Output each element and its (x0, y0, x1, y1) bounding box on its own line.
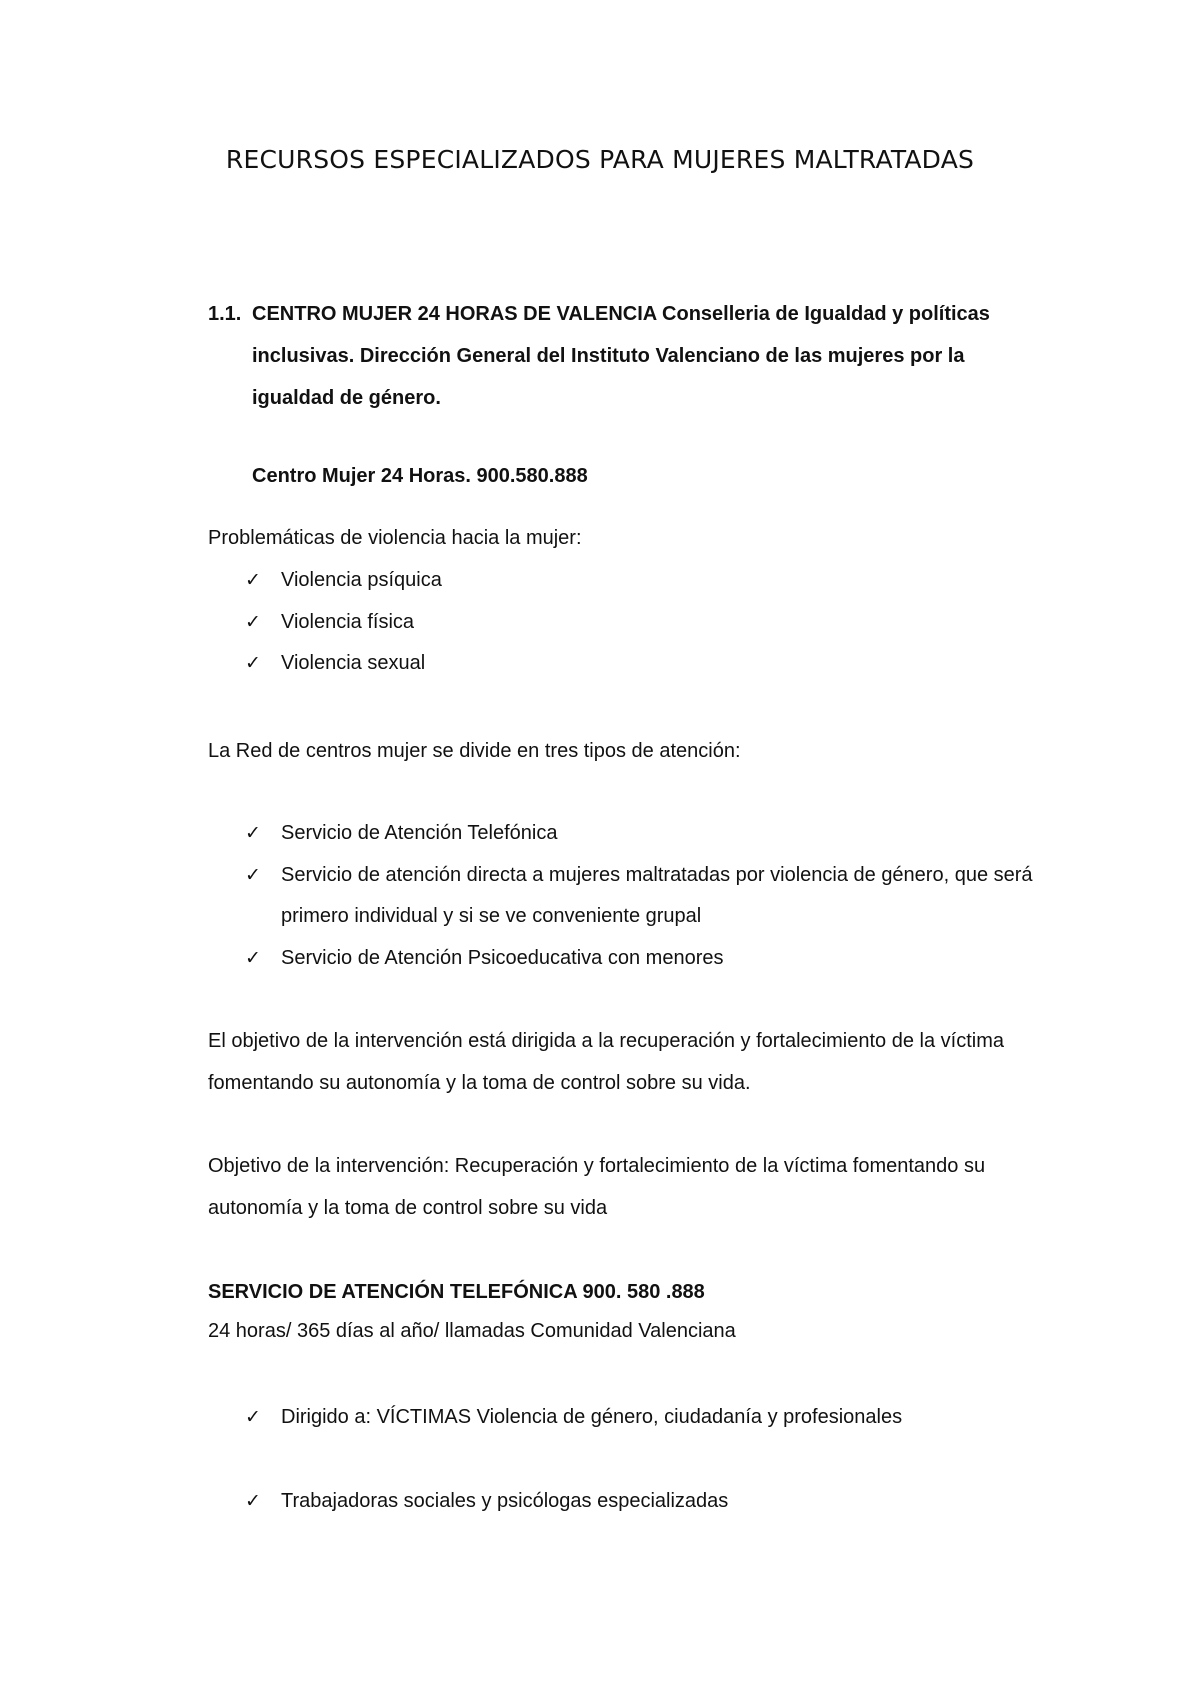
problematicas-intro: Problemáticas de violencia hacia la mujer: (208, 527, 582, 549)
checkmark-icon: ✓ (245, 1490, 261, 1512)
objetivo-paragraph-1-line-2: fomentando su autonomía y la toma de control sobre su vida. (208, 1072, 751, 1094)
checkmark-icon: ✓ (245, 947, 261, 969)
section-heading (252, 293, 1008, 419)
list-item-label: Violencia sexual (281, 652, 426, 674)
objetivo-paragraph-1-line-1: El objetivo de la intervención está dirigida a la recuperación y fortalecimiento de la víctima (208, 1030, 1004, 1052)
section-heading-line-2: inclusivas. Dirección General del Instituto Valenciano de las mujeres por la (252, 345, 965, 367)
list-item-label: Servicio de Atención Psicoeducativa con menores (281, 947, 724, 969)
checkmark-icon: ✓ (245, 611, 261, 633)
checkmark-icon: ✓ (245, 864, 261, 886)
list-item-label: Violencia psíquica (281, 569, 442, 591)
list-item-label: Servicio de Atención Telefónica (281, 822, 558, 844)
checkmark-icon: ✓ (245, 569, 261, 591)
section-heading-line-3: igualdad de género. (252, 387, 441, 409)
page-title: RECURSOS ESPECIALIZADOS PARA MUJERES MALTRATADAS (225, 145, 975, 174)
list-item-label: Dirigido a: VÍCTIMAS Violencia de género, ciudadanía y profesionales (281, 1406, 903, 1428)
list-item-label: Servicio de atención directa a mujeres maltratadas por violencia de género, que será (281, 864, 1033, 886)
objetivo-paragraph-2-line-1: Objetivo de la intervención: Recuperación y fortalecimiento de la víctima fomentando su (208, 1155, 986, 1177)
checkmark-icon: ✓ (245, 1406, 261, 1428)
section-1-1 (208, 293, 1008, 419)
section-heading-line-1: CENTRO MUJER 24 HORAS DE VALENCIA Conselleria de Igualdad y políticas (252, 303, 990, 325)
servicio-subline: 24 horas/ 365 días al año/ llamadas Comunidad Valenciana (208, 1320, 736, 1342)
objetivo-paragraph-2-line-2: autonomía y la toma de control sobre su vida (208, 1197, 608, 1219)
checkmark-icon: ✓ (245, 822, 261, 844)
list-item-label: Trabajadoras sociales y psicólogas especializadas (281, 1490, 729, 1512)
section-number: 1.1. (208, 303, 242, 325)
list-item-label: Violencia física (281, 611, 415, 633)
red-intro: La Red de centros mujer se divide en tres tipos de atención: (208, 740, 741, 762)
list-item-label-continued: primero individual y si se ve conveniente grupal (281, 905, 702, 927)
servicio-heading: SERVICIO DE ATENCIÓN TELEFÓNICA 900. 580 .888 (208, 1281, 705, 1303)
phone-line: Centro Mujer 24 Horas. 900.580.888 (252, 465, 588, 487)
checkmark-icon: ✓ (245, 652, 261, 674)
